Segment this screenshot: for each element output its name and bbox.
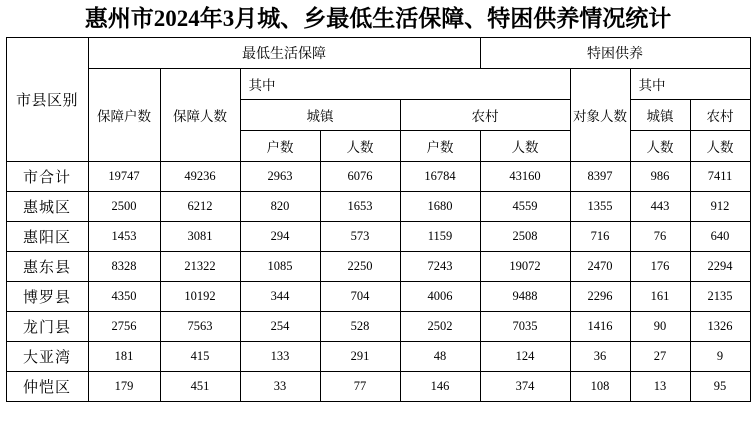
table-cell: 2296 [570,282,630,312]
table-cell: 36 [570,342,630,372]
header-row-group [6,38,750,69]
table-header [6,38,750,162]
table-row [6,282,750,312]
table-cell: 33 [240,372,320,402]
col-header-dibao-rural: 农村 [400,100,570,131]
table-cell: 8397 [570,162,630,192]
table-row [6,342,750,372]
table-cell: 133 [240,342,320,372]
table-cell: 179 [88,372,160,402]
table-cell: 2135 [690,282,750,312]
table-cell: 443 [630,192,690,222]
table-cell: 90 [630,312,690,342]
table-body [6,162,750,402]
group-header-dibao: 最低生活保障 [88,38,480,69]
row-label: 惠东县 [6,252,88,282]
table-cell: 716 [570,222,630,252]
table-row [6,252,750,282]
table-cell: 344 [240,282,320,312]
row-label: 惠阳区 [6,222,88,252]
table-cell: 3081 [160,222,240,252]
col-header-tekun-urban: 城镇 [630,100,690,131]
table-cell: 704 [320,282,400,312]
table-cell: 1355 [570,192,630,222]
table-row [6,312,750,342]
table-cell: 451 [160,372,240,402]
table-cell: 2294 [690,252,750,282]
table-cell: 146 [400,372,480,402]
table-cell: 4006 [400,282,480,312]
table-cell: 16784 [400,162,480,192]
table-cell: 1680 [400,192,480,222]
table-cell: 95 [690,372,750,402]
table-cell: 6076 [320,162,400,192]
table-cell: 254 [240,312,320,342]
table-cell: 2756 [88,312,160,342]
table-cell: 2963 [240,162,320,192]
table-cell: 7411 [690,162,750,192]
table-cell: 294 [240,222,320,252]
table-cell: 2250 [320,252,400,282]
table-cell: 1416 [570,312,630,342]
table-cell: 48 [400,342,480,372]
table-cell: 640 [690,222,750,252]
table-cell: 2502 [400,312,480,342]
row-label: 博罗县 [6,282,88,312]
table-cell: 374 [480,372,570,402]
table-cell: 19072 [480,252,570,282]
table-cell: 291 [320,342,400,372]
table-cell: 10192 [160,282,240,312]
table-cell: 912 [690,192,750,222]
table-cell: 21322 [160,252,240,282]
subgroup-header-tekun-qizhong: 其中 [630,69,750,100]
col-header-rural-persons: 人数 [480,131,570,162]
subgroup-header-dibao-qizhong: 其中 [240,69,570,100]
row-label: 惠城区 [6,192,88,222]
col-header-rural-households: 户数 [400,131,480,162]
col-header-tekun-object-persons: 对象人数 [570,69,630,162]
table-cell: 27 [630,342,690,372]
col-header-urban-persons: 人数 [320,131,400,162]
table-cell: 19747 [88,162,160,192]
table-cell: 7563 [160,312,240,342]
table-row [6,222,750,252]
table-cell: 161 [630,282,690,312]
table-cell: 49236 [160,162,240,192]
table-cell: 820 [240,192,320,222]
table-cell: 7035 [480,312,570,342]
row-label: 大亚湾 [6,342,88,372]
row-label: 仲恺区 [6,372,88,402]
table-cell: 108 [570,372,630,402]
table-cell: 2508 [480,222,570,252]
table-cell: 2470 [570,252,630,282]
col-header-tekun-urban-persons: 人数 [630,131,690,162]
table-cell: 528 [320,312,400,342]
col-header-urban-households: 户数 [240,131,320,162]
table-cell: 176 [630,252,690,282]
page-title: 惠州市2024年3月城、乡最低生活保障、特困供养情况统计 [84,6,672,31]
col-header-tekun-rural: 农村 [690,100,750,131]
table-row [6,192,750,222]
table-cell: 415 [160,342,240,372]
table-cell: 2500 [88,192,160,222]
table-cell: 77 [320,372,400,402]
table-cell: 986 [630,162,690,192]
table-cell: 4559 [480,192,570,222]
table-cell: 6212 [160,192,240,222]
table-row [6,162,750,192]
row-label: 龙门县 [6,312,88,342]
table-cell: 1326 [690,312,750,342]
table-cell: 573 [320,222,400,252]
table-cell: 1085 [240,252,320,282]
col-header-dibao-households: 保障户数 [88,69,160,162]
corner-label: 市县区别 [6,38,88,162]
table-cell: 43160 [480,162,570,192]
table-row [6,372,750,402]
table-cell: 1453 [88,222,160,252]
table-cell: 9488 [480,282,570,312]
group-header-tekun: 特困供养 [480,38,750,69]
table-cell: 4350 [88,282,160,312]
col-header-dibao-urban: 城镇 [240,100,400,131]
table-cell: 8328 [88,252,160,282]
col-header-dibao-persons: 保障人数 [160,69,240,162]
table-cell: 9 [690,342,750,372]
col-header-tekun-rural-persons: 人数 [690,131,750,162]
table-cell: 7243 [400,252,480,282]
table-cell: 124 [480,342,570,372]
table-cell: 181 [88,342,160,372]
table-cell: 1653 [320,192,400,222]
table-cell: 13 [630,372,690,402]
table-cell: 1159 [400,222,480,252]
table-cell: 76 [630,222,690,252]
statistics-table [6,37,751,402]
header-row-qizhong [6,69,750,100]
row-label: 市合计 [6,162,88,192]
